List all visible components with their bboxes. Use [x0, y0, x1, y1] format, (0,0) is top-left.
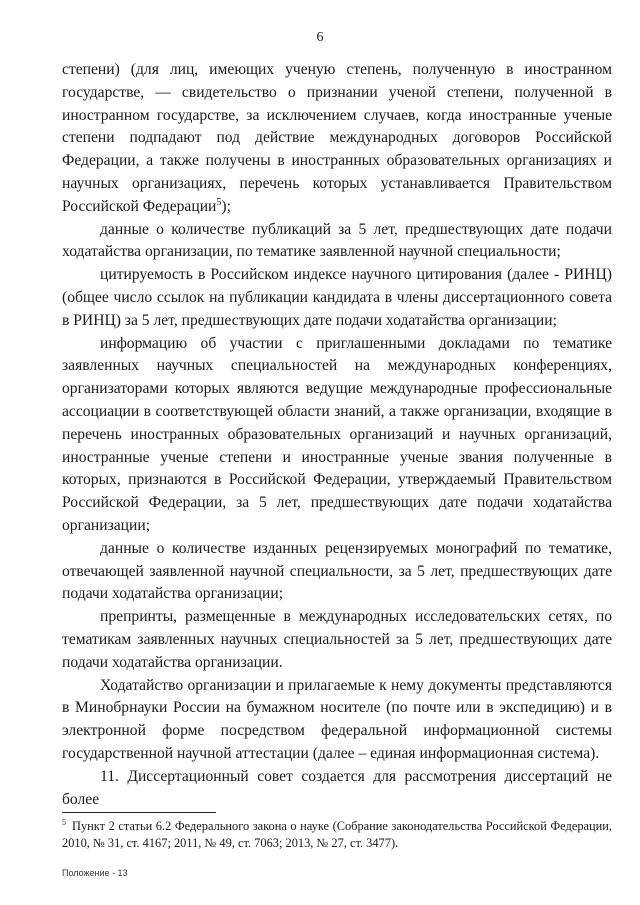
page-number: 6: [316, 30, 324, 45]
document-body: [62, 59, 612, 811]
footnote-mark: 5: [62, 817, 66, 827]
page-footer: Положение - 13: [62, 868, 128, 878]
footnote-divider: [62, 812, 216, 813]
paragraph-council-creation: 11. Диссертационный совет создается для рассмотрения диссертаций не более: [62, 767, 612, 808]
paragraph-text: степени) (для лиц, имеющих ученую степень, полученную в иностранном государстве, — свидетельство о признании ученой степени, полученной в иностранном государстве, за исключением случаев, когда иностранные ученые степени подпадают под действие международных договоров Российской Федерации, а также получены в иностранных образовательных организациях и научных организациях, перечень которых устанавливается Правительством Российской Федерации: [62, 61, 612, 215]
paragraph-tail: );: [221, 197, 231, 215]
paragraph-citations: цитируемость в Российском индексе научного цитирования (далее - РИНЦ) (общее число ссылок на публикации кандидата в члены диссертационного совета в РИНЦ) за 5 лет, предшествующих дате подачи ходатайства организации;: [62, 266, 612, 329]
footnote: [62, 818, 612, 852]
paragraph-degree-certificate: [62, 59, 612, 219]
paragraph-submission: Ходатайство организации и прилагаемые к нему документы представляются в Минобрнауки России на бумажном носителе (по почте или в экспедицию) и в электронной форме посредством федеральной информационной системы государственной научной аттестации (далее – единая информационная система).: [62, 676, 612, 762]
paragraph-monographs: данные о количестве изданных рецензируемых монографий по тематике, отвечающей заявленной научной специальности, за 5 лет, предшествующих дате подачи ходатайства организации;: [62, 539, 612, 603]
footnote-reference: 5: [216, 196, 222, 208]
paragraph-publications: данные о количестве публикаций за 5 лет, предшествующих дате подачи ходатайства организации, по тематике заявленной научной специальности;: [62, 220, 612, 261]
footnote-text: Пункт 2 статьи 6.2 Федерального закона о науке (Собрание законодательства Российской Федерации, 2010, № 31, ст. 4167; 2011, № 49, ст. 7063; 2013, № 27, ст. 3477).: [62, 819, 612, 850]
paragraph-conferences: информацию об участии с приглашенными докладами по тематике заявленных научных специальностей на международных конференциях, организаторами которых являются ведущие международные профессиональные ассоциации в соответствующей области знаний, а также организации, входящие в перечень иностранных образовательных организаций и научных организаций, иностранные ученые степени и иностранные ученые звания полученные в которых, признаются в Российской Федерации, утверждаемый Правительством Российской Федерации, за 5 лет, предшествующих дате подачи ходатайства организации;: [62, 334, 612, 534]
paragraph-preprints: препринты, размещенные в международных исследовательских сетях, по тематикам заявленных научных специальностей за 5 лет, предшествующих дате подачи ходатайства организации.: [62, 608, 612, 671]
